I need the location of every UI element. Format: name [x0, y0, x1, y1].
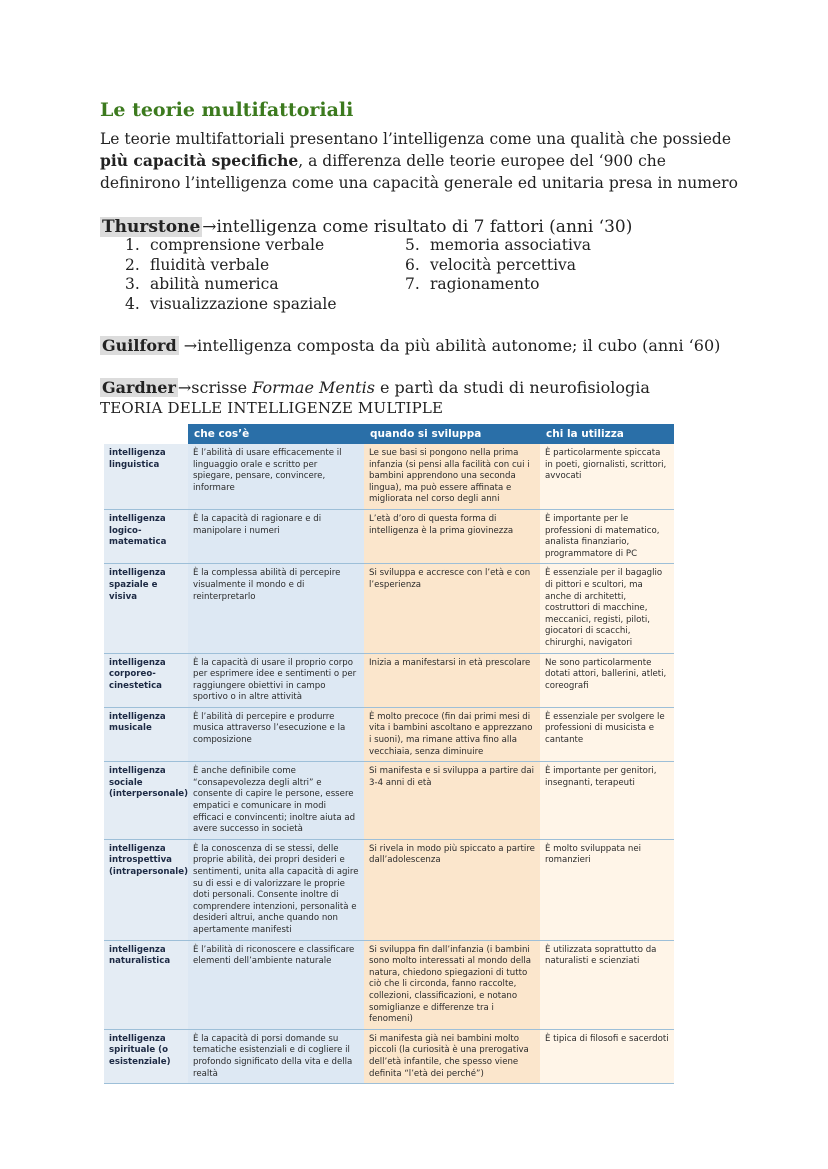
factor-item: [125, 256, 385, 276]
table-body: [104, 444, 674, 1084]
gardner-book-title: Formae Mentis: [252, 378, 375, 397]
factor-number: 1.: [125, 236, 140, 254]
factor-text: velocità percettiva: [430, 255, 577, 274]
factor-number: 2.: [125, 255, 140, 274]
thurstone-name: Thurstone: [102, 217, 201, 237]
factor-item: [125, 275, 385, 295]
intelligence-name-cell: intelligenza spirituale (o esistenziale): [104, 1029, 188, 1083]
definition-cell: È l’abilità di riconoscere e classificare elementi dell’ambiente naturale: [188, 940, 364, 1029]
guilford-line: [100, 335, 720, 357]
intelligence-name-cell: intelligenza logico-matematica: [104, 509, 188, 563]
header-what: che cos’è: [188, 424, 364, 444]
intelligence-name-cell: intelligenza introspettiva (intrapersonale): [104, 839, 188, 940]
development-cell: Si manifesta già nei bambini molto piccoli (la curiosità è una prerogativa dell’età infantile, che spesso viene definita “l’età dei perché”): [364, 1029, 540, 1083]
factor-text: abilità numerica: [150, 275, 279, 293]
factor-item: [125, 236, 385, 256]
users-cell: È importante per le professioni di matematico, analista finanziario, programmatore di PC: [540, 509, 674, 563]
factor-number: 4.: [125, 294, 140, 313]
development-cell: Inizia a manifestarsi in età prescolare: [364, 653, 540, 707]
factor-number: 7.: [405, 275, 420, 293]
factor-text: visualizzazione spaziale: [150, 294, 337, 313]
factor-item: [405, 256, 655, 276]
development-cell: È molto precoce (fin dai primi mesi di vita i bambini ascoltano e apprezzano i suoni), ma rimane attiva fino alla vecchiaia, senza diminuire: [364, 707, 540, 761]
table-row: [104, 707, 674, 761]
section-heading: Le teorie multifattoriali: [100, 99, 354, 121]
definition-cell: È la capacità di ragionare e di manipolare i numeri: [188, 509, 364, 563]
development-cell: Si sviluppa fin dall’infanzia (i bambini sono molto interessati al mondo della natura, chiedono spiegazioni di tutto ciò che li circonda, fanno raccolte, collezioni, classificazioni, e notano somiglianze e differenze tra i fenomeni): [364, 940, 540, 1029]
intro-text-after: , a differenza delle teorie europee del ‘900 che definirono l’intelligenza come una capacità generale ed unitaria presa in numero: [100, 152, 738, 192]
guilford-desc: →intelligenza composta da più abilità autonome; il cubo (anni ‘60): [178, 336, 721, 355]
intelligence-name-cell: intelligenza sociale (interpersonale): [104, 762, 188, 840]
definition-cell: È la conoscenza di se stessi, delle proprie abilità, dei propri desideri e sentimenti, unita alla capacità di agire su di essi e di valorizzare le proprie doti personali. Consente inoltre di comprendere intenzioni, personalità e desideri altrui, anche quando non apertamente manifesti: [188, 839, 364, 940]
gardner-line: [100, 377, 650, 399]
thurstone-desc: →intelligenza come risultato di 7 fattori (anni ‘30): [202, 217, 633, 237]
gardner-name: Gardner: [102, 378, 176, 397]
factors-left-column: [125, 236, 385, 314]
factor-item: [125, 295, 385, 315]
intelligence-name-cell: intelligenza naturalistica: [104, 940, 188, 1029]
users-cell: È tipica di filosofi e sacerdoti: [540, 1029, 674, 1083]
users-cell: È essenziale per il bagaglio di pittori e scultori, ma anche di architetti, costruttori di macchine, meccanici, registi, piloti, giocatori di scacchi, chirurghi, navigatori: [540, 564, 674, 653]
factor-item: [405, 236, 655, 256]
definition-cell: È la complessa abilità di percepire visualmente il mondo e di reinterpretarlo: [188, 564, 364, 653]
thurstone-line: [100, 216, 632, 238]
development-cell: Si manifesta e si sviluppa a partire dai 3-4 anni di età: [364, 762, 540, 840]
definition-cell: È anche definibile come “consapevolezza degli altri” e consente di capire le persone, essere empatici e comunicare in modi efficaci e convincenti; inoltre aiuta ad avere successo in società: [188, 762, 364, 840]
intro-text-before: Le teorie multifattoriali presentano l’intelligenza come una qualità che possiede: [100, 130, 732, 148]
table-row: [104, 762, 674, 840]
intro-bold: più capacità specifiche: [100, 151, 299, 170]
table-row: [104, 653, 674, 707]
users-cell: È molto sviluppata nei romanzieri: [540, 839, 674, 940]
users-cell: Ne sono particolarmente dotati attori, ballerini, atleti, coreografi: [540, 653, 674, 707]
intelligence-name-cell: intelligenza spaziale e visiva: [104, 564, 188, 653]
users-cell: È utilizzata soprattutto da naturalisti e scienziati: [540, 940, 674, 1029]
factor-text: comprensione verbale: [150, 236, 325, 254]
definition-cell: È la capacità di porsi domande su tematiche esistenziali e di cogliere il profondo significato della vita e della realtà: [188, 1029, 364, 1083]
factor-number: 3.: [125, 275, 140, 293]
definition-cell: È la capacità di usare il proprio corpo per esprimere idee e sentimenti o per raggiungere obiettivi in campo sportivo o in altre attività: [188, 653, 364, 707]
theory-title: TEORIA DELLE INTELLIGENZE MULTIPLE: [100, 399, 444, 417]
development-cell: Si sviluppa e accresce con l’età e con l’esperienza: [364, 564, 540, 653]
intelligence-name-cell: intelligenza musicale: [104, 707, 188, 761]
factor-text: memoria associativa: [430, 236, 591, 254]
definition-cell: È l’abilità di usare efficacemente il linguaggio orale e scritto per spiegare, pensare, convincere, informare: [188, 444, 364, 509]
development-cell: Le sue basi si pongono nella prima infanzia (si pensi alla facilità con cui i bambini apprendono una seconda lingua), ma può essere affinata e migliorata nel corso degli anni: [364, 444, 540, 509]
factor-number: 6.: [405, 255, 420, 274]
gardner-desc-before: →scrisse: [177, 378, 253, 397]
guilford-name: Guilford: [102, 336, 177, 355]
intelligences-table: [104, 424, 674, 1084]
intelligences-table-wrap: [104, 424, 674, 1164]
header-empty: [104, 424, 188, 444]
factor-item: [405, 275, 655, 295]
table-header-row: [104, 424, 674, 444]
factor-number: 5.: [405, 236, 420, 254]
intelligence-name-cell: intelligenza corporeo-cinestetica: [104, 653, 188, 707]
development-cell: L’età d’oro di questa forma di intelligenza è la prima giovinezza: [364, 509, 540, 563]
users-cell: È particolarmente spiccata in poeti, giornalisti, scrittori, avvocati: [540, 444, 674, 509]
gardner-desc-after: e partì da studi di neurofisiologia: [374, 378, 650, 397]
intro-paragraph: [100, 128, 740, 194]
table-row: [104, 839, 674, 940]
header-when: quando si sviluppa: [364, 424, 540, 444]
table-row: [104, 564, 674, 653]
intelligence-name-cell: intelligenza linguistica: [104, 444, 188, 509]
factors-right-column: [405, 236, 655, 295]
users-cell: È importante per genitori, insegnanti, terapeuti: [540, 762, 674, 840]
table-row: [104, 940, 674, 1029]
users-cell: È essenziale per svolgere le professioni di musicista e cantante: [540, 707, 674, 761]
factor-text: ragionamento: [430, 275, 540, 293]
table-row: [104, 1029, 674, 1083]
definition-cell: È l’abilità di percepire e produrre musica attraverso l’esecuzione e la composizione: [188, 707, 364, 761]
development-cell: Si rivela in modo più spiccato a partire dall’adolescenza: [364, 839, 540, 940]
intro-section: [100, 98, 740, 194]
table-row: [104, 444, 674, 509]
factor-text: fluidità verbale: [150, 255, 270, 274]
header-who: chi la utilizza: [540, 424, 674, 444]
table-row: [104, 509, 674, 563]
